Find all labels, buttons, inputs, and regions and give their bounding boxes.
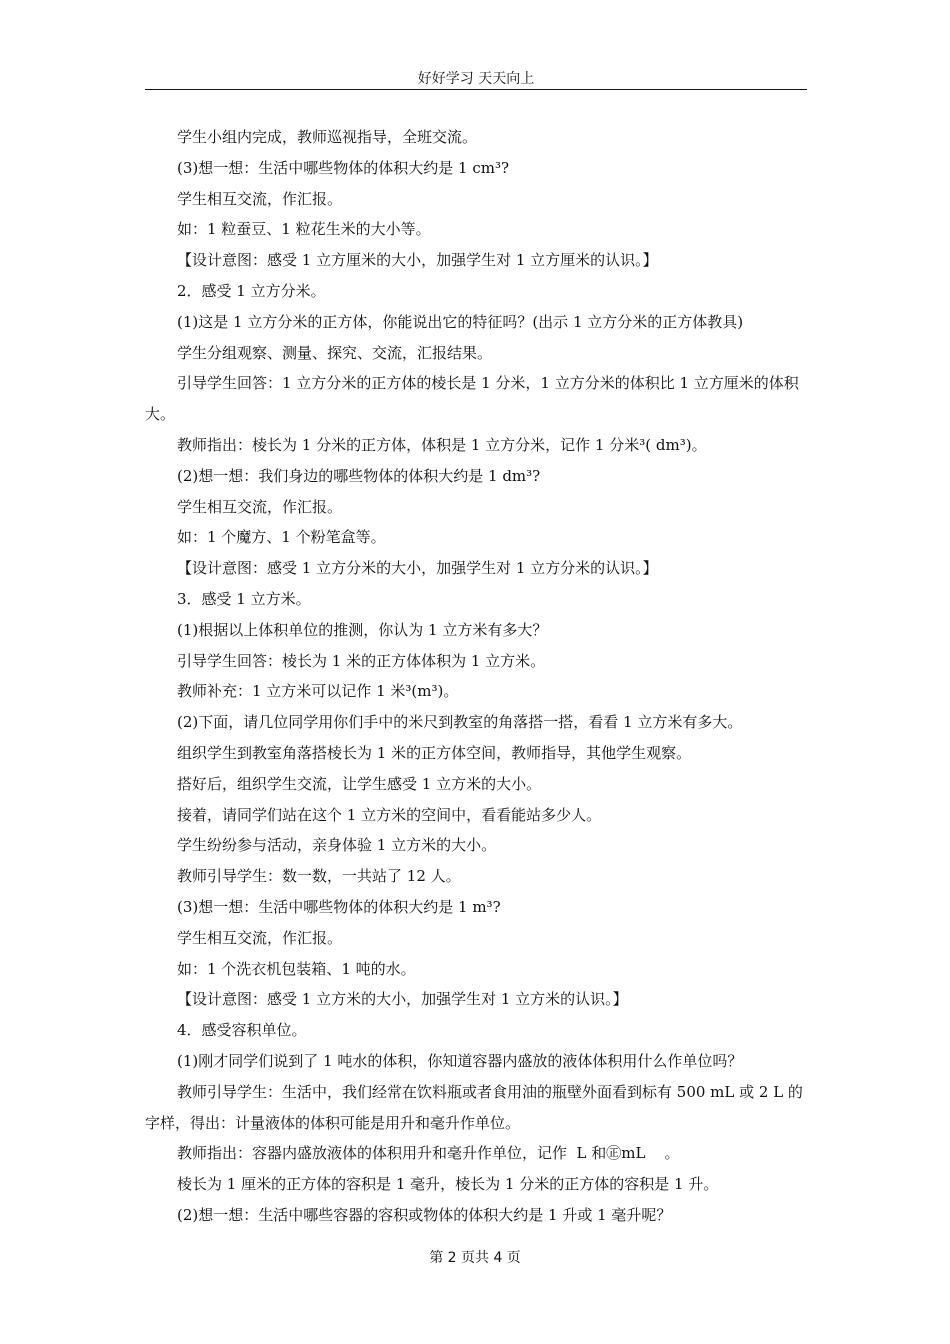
paragraph: 教师补充：1 立方米可以记作 1 米³(m³)。 <box>177 682 459 701</box>
paragraph: 组织学生到教室角落搭棱长为 1 米的正方体空间，教师指导，其他学生观察。 <box>177 743 692 762</box>
paragraph: (1)这是 1 立方分米的正方体，你能说出它的特征吗？(出示 1 立方分米的正方体教具) <box>177 312 744 331</box>
paragraph: 引导学生回答：1 立方分米的正方体的棱长是 1 分米，1 立方分米的体积比 1 立方厘米的体积大。 <box>145 374 799 424</box>
paragraph: 如：1 个洗衣机包装箱、1 吨的水。 <box>177 959 416 978</box>
paragraph: (3)想一想：生活中哪些物体的体积大约是 1 m³? <box>177 897 501 916</box>
paragraph: 【设计意图：感受 1 立方米的大小，加强学生对 1 立方米的认识。】 <box>177 990 628 1009</box>
paragraph: 【设计意图：感受 1 立方厘米的大小，加强学生对 1 立方厘米的认识。】 <box>177 251 658 270</box>
paragraph: 学生纷纷参与活动，亲身体验 1 立方米的大小。 <box>177 836 497 855</box>
paragraph: 棱长为 1 厘米的正方体的容积是 1 毫升，棱长为 1 分米的正方体的容积是 1 升。 <box>177 1175 719 1194</box>
paragraph: 学生相互交流，作汇报。 <box>177 928 343 947</box>
page-header: 好好学习 天天向上 <box>417 71 535 87</box>
paragraph: 搭好后，组织学生交流，让学生感受 1 立方米的大小。 <box>177 774 542 793</box>
paragraph: 学生相互交流，作汇报。 <box>177 189 343 208</box>
paragraph: 接着，请同学们站在这个 1 立方米的空间中，看看能站多少人。 <box>177 805 602 824</box>
paragraph: (1)根据以上体积单位的推测，你认为 1 立方米有多大？ <box>177 620 548 639</box>
paragraph: 教师指出：容器内盛放液体的体积用升和毫升作单位，记作 L 和㊣mL 。 <box>177 1144 680 1163</box>
paragraph: (2)想一想：我们身边的哪些物体的体积大约是 1 dm³? <box>177 466 541 485</box>
paragraph: (2)想一想：生活中哪些容器的容积或物体的体积大约是 1 升或 1 毫升呢？ <box>177 1205 672 1224</box>
paragraph: (3)想一想：生活中哪些物体的体积大约是 1 cm³? <box>177 158 510 177</box>
paragraph: 学生相互交流，作汇报。 <box>177 497 343 516</box>
document-body <box>145 122 807 1231</box>
paragraph: 如：1 个魔方、1 个粉笔盒等。 <box>177 528 386 547</box>
paragraph: 2．感受 1 立方分米。 <box>177 281 326 300</box>
page-footer: 第 2 页共 4 页 <box>429 1250 521 1266</box>
header-divider <box>145 89 807 90</box>
paragraph: 教师指出：棱长为 1 分米的正方体，体积是 1 立方分米，记作 1 分米³( dm³)。 <box>177 435 707 454</box>
paragraph: 学生分组观察、测量、探究、交流，汇报结果。 <box>177 343 493 362</box>
paragraph: 教师引导学生：数一数，一共站了 12 人。 <box>177 867 461 886</box>
paragraph: 4．感受容积单位。 <box>177 1021 307 1040</box>
paragraph: 如：1 粒蚕豆、1 粒花生米的大小等。 <box>177 220 431 239</box>
paragraph: (2)下面，请几位同学用你们手中的米尺到教室的角落搭一搭，看看 1 立方米有多大。 <box>177 713 743 732</box>
paragraph: 【设计意图：感受 1 立方分米的大小，加强学生对 1 立方分米的认识。】 <box>177 559 658 578</box>
paragraph: 教师引导学生：生活中，我们经常在饮料瓶或者食用油的瓶壁外面看到标有 500 mL 或 2 L 的字样，得出：计量液体的体积可能是用升和毫升作单位。 <box>145 1082 803 1132</box>
paragraph: 引导学生回答：棱长为 1 米的正方体体积为 1 立方米。 <box>177 651 546 670</box>
paragraph: 3．感受 1 立方米。 <box>177 589 311 608</box>
paragraph: (1)刚才同学们说到了 1 吨水的体积，你知道容器内盛放的液体体积用什么作单位吗？ <box>177 1051 743 1070</box>
paragraph: 学生小组内完成，教师巡视指导，全班交流。 <box>177 128 478 146</box>
